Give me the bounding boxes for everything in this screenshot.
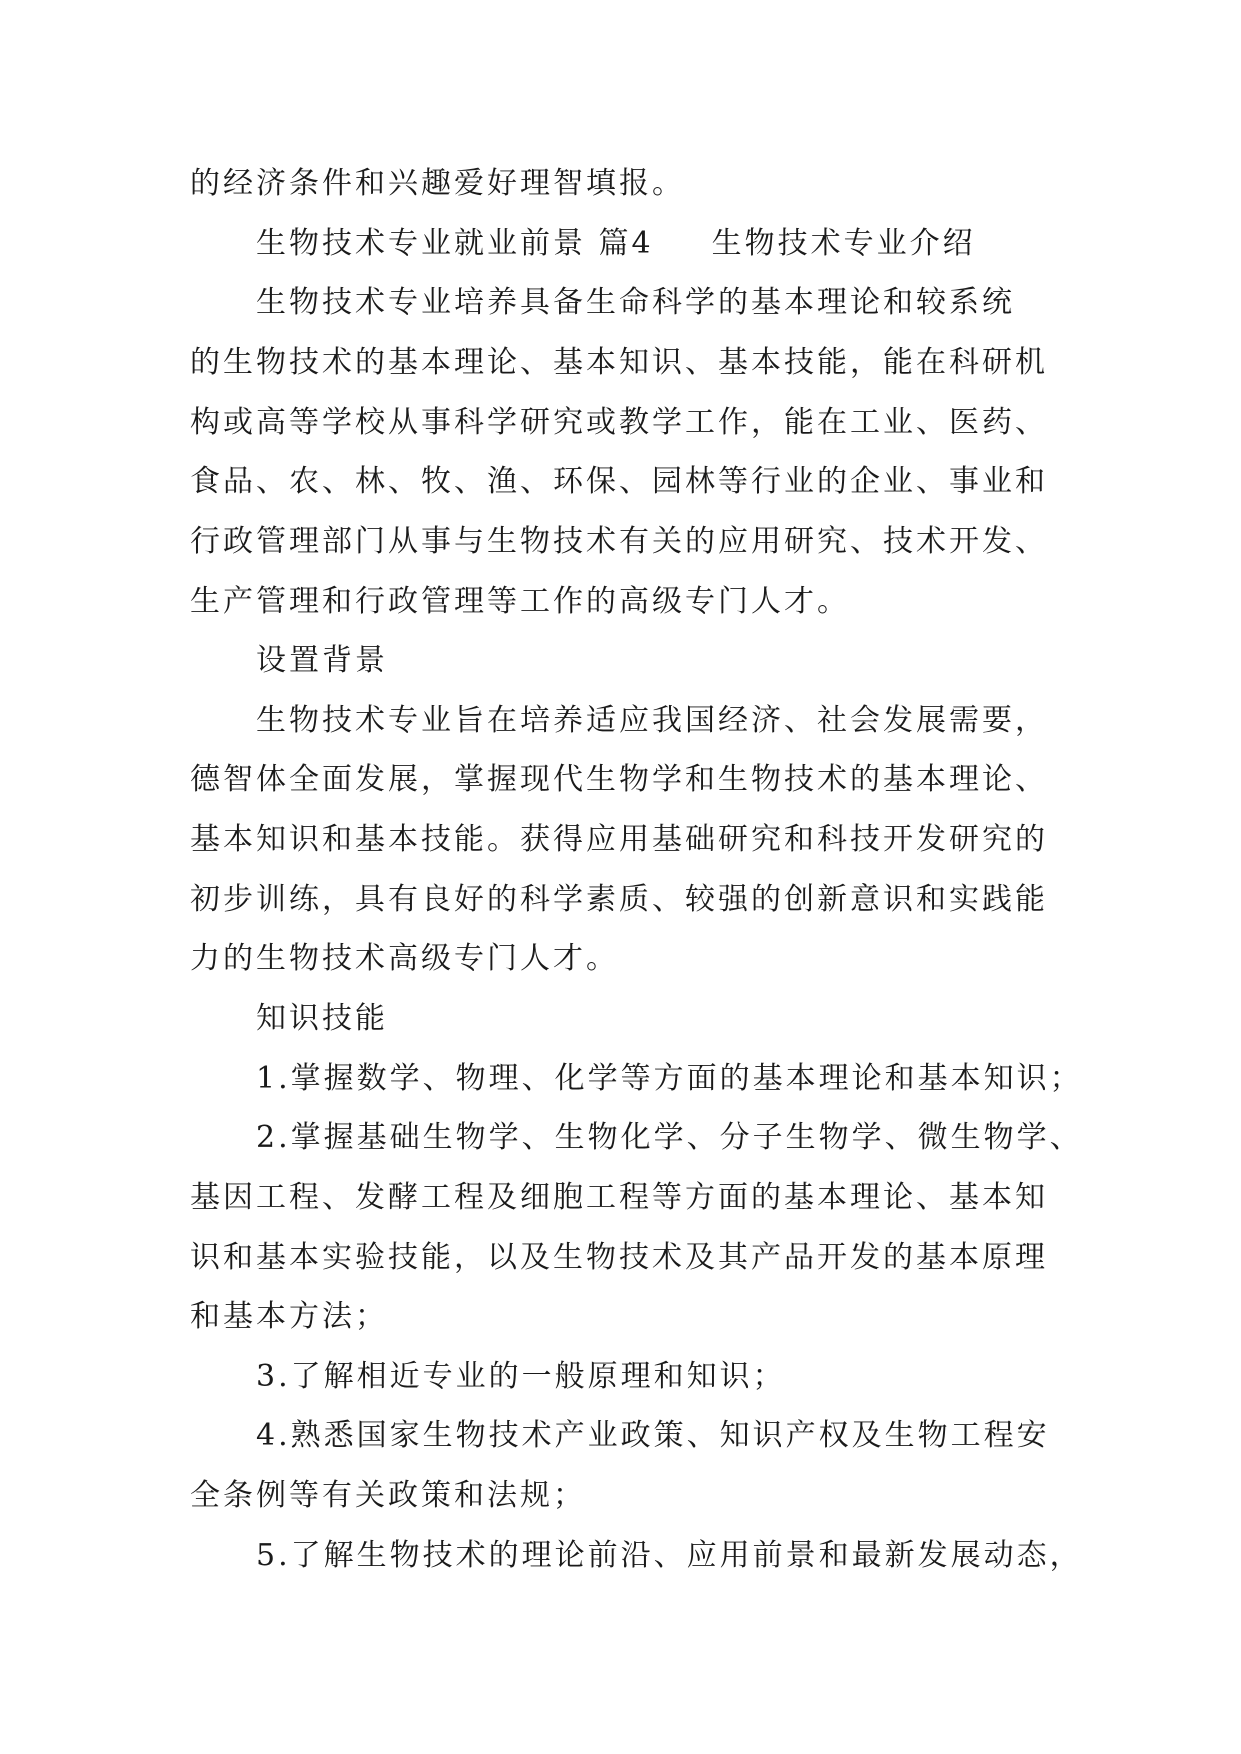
- section-subheading: 生物技术专业介绍: [711, 226, 976, 261]
- text-line: 行政管理部门从事与生物技术有关的应用研究、技术开发、: [190, 524, 1048, 559]
- list-item: 3.了解相近专业的一般原理和知识；: [256, 1359, 786, 1394]
- text-line: 和基本方法；: [190, 1299, 388, 1334]
- text-line: 基因工程、发酵工程及细胞工程等方面的基本理论、基本知: [190, 1180, 1048, 1215]
- section-heading: 知识技能: [256, 1001, 388, 1036]
- list-item: 2.掌握基础生物学、生物化学、分子生物学、微生物学、: [256, 1120, 1083, 1155]
- list-item: 1.掌握数学、物理、化学等方面的基本理论和基本知识；: [256, 1061, 1083, 1096]
- text-line: 的经济条件和兴趣爱好理智填报。: [190, 166, 685, 201]
- text-line: 全条例等有关政策和法规；: [190, 1478, 586, 1513]
- text-line: 力的生物技术高级专门人才。: [190, 941, 619, 976]
- section-heading: 设置背景: [256, 643, 388, 678]
- text-line: [256, 219, 976, 269]
- list-item: 4.熟悉国家生物技术产业政策、知识产权及生物工程安: [256, 1418, 1050, 1453]
- text-line: 生产管理和行政管理等工作的高级专门人才。: [190, 584, 850, 619]
- text-line: 基本知识和基本技能。获得应用基础研究和科技开发研究的: [190, 822, 1048, 857]
- text-line: 生物技术专业旨在培养适应我国经济、社会发展需要，: [256, 703, 1048, 738]
- section-heading: 生物技术专业就业前景 篇4: [256, 226, 654, 261]
- text-line: 食品、农、林、牧、渔、环保、园林等行业的企业、事业和: [190, 464, 1048, 499]
- text-line: 德智体全面发展，掌握现代生物学和生物技术的基本理论、: [190, 762, 1048, 797]
- text-line: 识和基本实验技能，以及生物技术及其产品开发的基本原理: [190, 1240, 1048, 1275]
- list-item: 5.了解生物技术的理论前沿、应用前景和最新发展动态，: [256, 1538, 1083, 1573]
- text-line: 构或高等学校从事科学研究或教学工作，能在工业、医药、: [190, 405, 1048, 440]
- text-line: 的生物技术的基本理论、基本知识、基本技能，能在科研机: [190, 345, 1048, 380]
- text-line: 生物技术专业培养具备生命科学的基本理论和较系统: [256, 285, 1015, 320]
- text-line: 初步训练，具有良好的科学素质、较强的创新意识和实践能: [190, 882, 1048, 917]
